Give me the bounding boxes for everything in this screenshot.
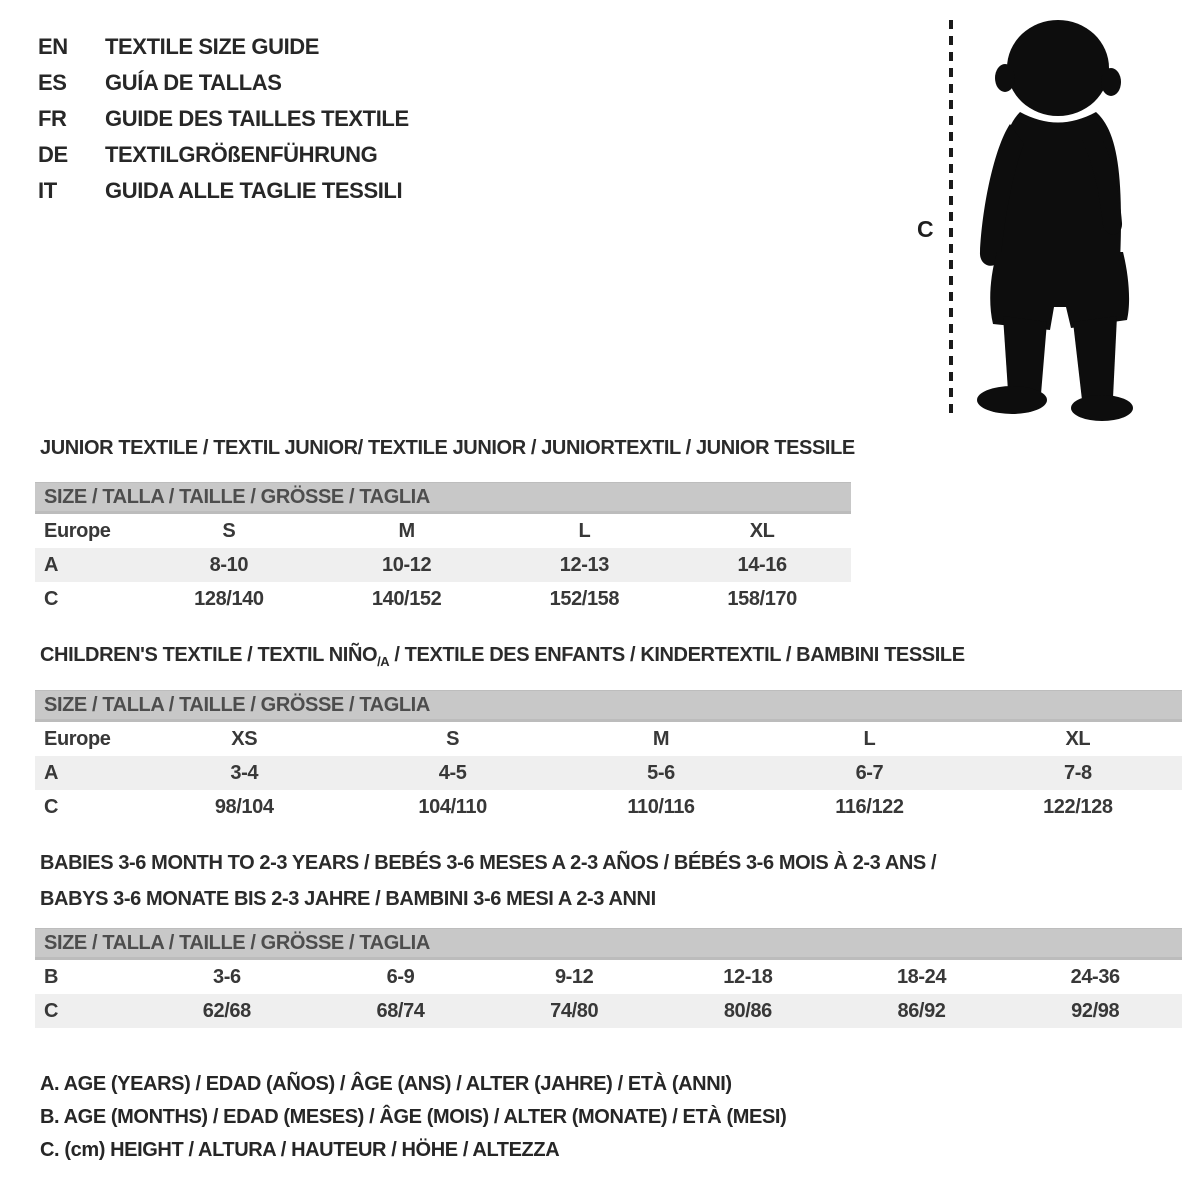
size-cell: 80/86 bbox=[723, 999, 772, 1022]
table-row bbox=[35, 582, 851, 616]
size-cell: 86/92 bbox=[897, 999, 946, 1022]
size-cell: 3-4 bbox=[230, 761, 259, 784]
size-cell: 6-7 bbox=[855, 761, 884, 784]
language-code-de: DE bbox=[38, 142, 68, 167]
legend-line-a: A. AGE (YEARS) / EDAD (AÑOS) / ÂGE (ANS) / ALTER (JAHRE) / ETÀ (ANNI) bbox=[40, 1073, 732, 1095]
babies-heading-line2: BABYS 3-6 MONATE BIS 2-3 JAHRE / BAMBINI 3-6 MESI A 2-3 ANNI bbox=[40, 888, 656, 910]
legend-line-b: B. AGE (MONTHS) / EDAD (MESES) / ÂGE (MOIS) / ALTER (MONATE) / ETÀ (MESI) bbox=[40, 1106, 787, 1128]
size-cell: 62/68 bbox=[202, 999, 251, 1022]
size-cell: 128/140 bbox=[194, 587, 264, 610]
row-label: C bbox=[44, 587, 59, 610]
size-cell: 8-10 bbox=[209, 553, 249, 576]
size-cell: 3-6 bbox=[212, 965, 241, 988]
row-label: C bbox=[44, 999, 59, 1022]
size-cell: 152/158 bbox=[549, 587, 620, 610]
size-cell: 24-36 bbox=[1070, 965, 1120, 988]
junior-section-heading: JUNIOR TEXTILE / TEXTIL JUNIOR/ TEXTILE JUNIOR / JUNIORTEXTIL / JUNIOR TESSILE bbox=[40, 437, 855, 459]
table-row bbox=[35, 756, 1182, 790]
size-cell: 116/122 bbox=[835, 795, 904, 818]
language-row-fr bbox=[38, 101, 409, 137]
size-cell: 12-13 bbox=[559, 553, 609, 576]
language-code-fr: FR bbox=[38, 106, 67, 131]
size-cell: XS bbox=[231, 727, 258, 750]
size-cell: 110/116 bbox=[627, 795, 695, 818]
size-cell: 7-8 bbox=[1063, 761, 1092, 784]
table-row bbox=[35, 514, 851, 548]
size-cell: 74/80 bbox=[550, 999, 599, 1022]
size-cell: 140/152 bbox=[371, 587, 442, 610]
children-heading-suffix: / TEXTILE DES ENFANTS / KINDERTEXTIL / BAMBINI TESSILE bbox=[389, 644, 965, 666]
language-title-de: TEXTILGRÖßENFÜHRUNG bbox=[105, 142, 378, 167]
language-code-es: ES bbox=[38, 70, 67, 95]
table-row bbox=[35, 722, 1182, 756]
row-label: C bbox=[44, 795, 59, 818]
size-cell: 9-12 bbox=[554, 965, 594, 988]
junior-table-header: SIZE / TALLA / TAILLE / GRÖSSE / TAGLIA bbox=[35, 482, 851, 514]
children-heading-subscript: /A bbox=[377, 654, 390, 669]
babies-table-header: SIZE / TALLA / TAILLE / GRÖSSE / TAGLIA bbox=[35, 928, 1182, 960]
row-label: A bbox=[44, 761, 59, 784]
size-cell: 18-24 bbox=[896, 965, 947, 988]
language-row-es bbox=[38, 65, 409, 101]
size-cell: M bbox=[652, 727, 670, 750]
children-heading-prefix: CHILDREN'S TEXTILE / TEXTIL NIÑO bbox=[40, 644, 378, 666]
size-cell: 158/170 bbox=[727, 587, 797, 610]
size-cell: 12-18 bbox=[723, 965, 773, 988]
babies-size-table bbox=[35, 928, 1182, 1028]
row-label: A bbox=[44, 553, 59, 576]
size-cell: 104/110 bbox=[418, 795, 487, 818]
language-row-de bbox=[38, 137, 409, 173]
size-cell: 122/128 bbox=[1043, 795, 1113, 818]
size-cell: 4-5 bbox=[438, 761, 467, 784]
babies-section-heading bbox=[40, 845, 936, 917]
size-cell: 6-9 bbox=[386, 965, 415, 988]
children-section-heading bbox=[40, 644, 965, 669]
language-code-it: IT bbox=[38, 178, 57, 203]
table-row bbox=[35, 960, 1182, 994]
size-cell: S bbox=[446, 727, 460, 750]
size-cell: 98/104 bbox=[214, 795, 274, 818]
children-table-header: SIZE / TALLA / TAILLE / GRÖSSE / TAGLIA bbox=[35, 690, 1182, 722]
row-label: Europe bbox=[44, 519, 111, 542]
language-row-it bbox=[38, 173, 409, 209]
language-row-en bbox=[38, 29, 409, 65]
legend bbox=[40, 1068, 786, 1167]
size-cell: S bbox=[222, 519, 236, 542]
size-cell: L bbox=[863, 727, 876, 750]
table-row bbox=[35, 790, 1182, 824]
junior-size-table bbox=[35, 482, 851, 616]
children-size-table bbox=[35, 690, 1182, 824]
table-row bbox=[35, 994, 1182, 1028]
row-label: B bbox=[44, 965, 59, 988]
size-cell: L bbox=[578, 519, 591, 542]
size-cell: 68/74 bbox=[376, 999, 425, 1022]
language-title-es: GUÍA DE TALLAS bbox=[105, 70, 282, 95]
size-cell: XL bbox=[1065, 727, 1091, 750]
size-cell: M bbox=[398, 519, 415, 542]
table-row bbox=[35, 548, 851, 582]
height-measure-label: C bbox=[917, 216, 934, 242]
size-cell: 92/98 bbox=[1071, 999, 1120, 1022]
language-title-list bbox=[38, 29, 409, 209]
language-title-fr: GUIDE DES TAILLES TEXTILE bbox=[105, 106, 409, 131]
language-code-en: EN bbox=[38, 34, 68, 59]
size-cell: 10-12 bbox=[382, 553, 432, 576]
babies-heading-line1: BABIES 3-6 MONTH TO 2-3 YEARS / BEBÉS 3-6 MESES A 2-3 AÑOS / BÉBÉS 3-6 MOIS À 2-3 ANS / bbox=[40, 852, 937, 874]
size-cell: 5-6 bbox=[647, 761, 675, 784]
size-cell: XL bbox=[749, 519, 775, 542]
row-label: Europe bbox=[44, 727, 111, 750]
height-figure bbox=[890, 10, 1152, 422]
language-title-it: GUIDA ALLE TAGLIE TESSILI bbox=[105, 178, 403, 203]
language-title-en: TEXTILE SIZE GUIDE bbox=[105, 34, 320, 59]
legend-line-c: C. (cm) HEIGHT / ALTURA / HAUTEUR / HÖHE / ALTEZZA bbox=[40, 1139, 560, 1161]
size-cell: 14-16 bbox=[737, 553, 787, 576]
